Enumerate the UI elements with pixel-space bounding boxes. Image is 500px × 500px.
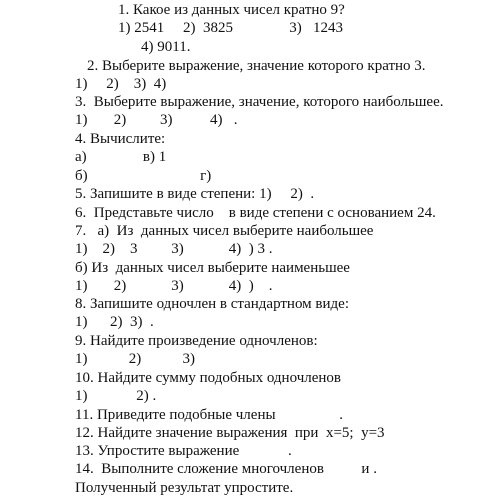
question-2: 2. Выберите выражение, значение которого кратно 3.	[87, 58, 426, 74]
question-11: 11. Приведите подобные члены .	[75, 407, 344, 423]
question-6: 6. Представьте число в виде степени с основанием 24.	[75, 205, 436, 221]
question-9-options: 1) 2) 3)	[75, 351, 195, 367]
question-7a-options: 1) 2) 3 3) 4) ) 3 .	[75, 241, 273, 257]
question-4-parts-a-c: а) в) 1	[75, 149, 167, 165]
question-4-parts-b-d: б) г)	[75, 168, 212, 184]
question-7a: 7. а) Из данных чисел выберите наибольшее	[75, 223, 374, 239]
question-3: 3. Выберите выражение, значение, которого наибольшее.	[75, 94, 444, 110]
question-7b-options: 1) 2) 3) 4) ) .	[75, 278, 273, 294]
question-14: 14. Выполните сложение многочленов и .	[75, 461, 377, 477]
question-1-options-row-1: 1) 2541 2) 3825 3) 1243	[118, 20, 343, 36]
question-4: 4. Вычислите:	[75, 131, 166, 147]
question-8: 8. Запишите одночлен в стандартном виде:	[75, 296, 349, 312]
question-1-options-row-2: 4) 9011.	[141, 39, 191, 55]
question-10: 10. Найдите сумму подобных одночленов	[75, 370, 341, 386]
question-3-options: 1) 2) 3) 4) .	[75, 112, 238, 128]
question-14-continuation: Полученный результат упростите.	[75, 480, 294, 496]
question-8-options: 1) 2) 3) .	[75, 314, 154, 330]
question-1: 1. Какое из данных чисел кратно 9?	[118, 2, 345, 18]
question-7b: б) Из данных чисел выберите наименьшее	[75, 260, 350, 276]
question-10-options: 1) 2) .	[75, 388, 157, 404]
question-9: 9. Найдите произведение одночленов:	[75, 333, 318, 349]
question-2-options: 1) 2) 3) 4)	[75, 76, 167, 92]
question-13: 13. Упростите выражение .	[75, 443, 292, 459]
question-12: 12. Найдите значение выражения при x=5; y=3	[75, 425, 385, 441]
question-5: 5. Запишите в виде степени: 1) 2) .	[75, 186, 315, 202]
